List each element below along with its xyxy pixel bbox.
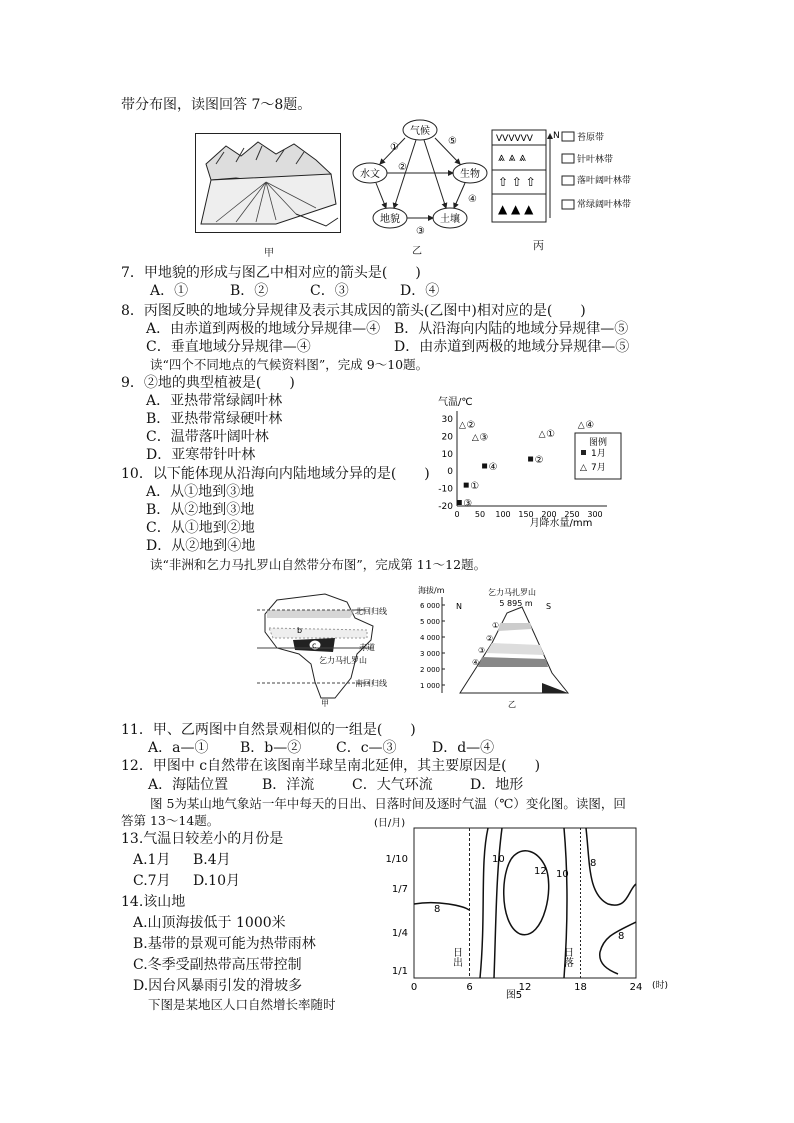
q13-option-b: B.4月 bbox=[193, 852, 231, 868]
svg-text:⇧ ⇧ ⇧: ⇧ ⇧ ⇧ bbox=[498, 175, 536, 189]
belt-conifer: 针叶林带 bbox=[577, 155, 614, 165]
climate-chart bbox=[425, 393, 625, 533]
kili-ytick: 1 000 bbox=[419, 682, 440, 690]
fig5-caption: 图5 bbox=[505, 990, 523, 1001]
q8-option-c: C．垂直地域分异规律—④ bbox=[146, 339, 311, 355]
climate-xtick: 0 bbox=[454, 510, 460, 519]
contour-label-8-left: 8 bbox=[434, 904, 441, 915]
q11-stem: 11．甲、乙两图中自然景观相似的一组是( ) bbox=[121, 722, 416, 738]
climate-point-label: ② bbox=[534, 455, 544, 467]
q12-stem: 12．甲图中 c自然带在该图南半球呈南北延伸，其主要原因是( ) bbox=[121, 758, 541, 774]
alluvial-fan-drawing bbox=[196, 134, 340, 232]
node-qihou: 气候 bbox=[410, 126, 430, 137]
kilimanjaro-profile bbox=[412, 583, 582, 711]
q9-option-c: C．温带落叶阔叶林 bbox=[146, 429, 269, 445]
q10-option-b: B．从②地到③地 bbox=[146, 502, 255, 518]
q10-stem: 10．以下能体现从沿海向内陆地域分异的是( ) bbox=[121, 466, 430, 482]
contour-label-10-left: 10 bbox=[492, 854, 505, 865]
q7-option-b: B．② bbox=[230, 283, 269, 299]
climate-ytick: 10 bbox=[441, 449, 453, 460]
sunrise-label: 日出 bbox=[450, 947, 462, 967]
climate-ytick: 0 bbox=[447, 467, 453, 478]
kili-ytick: 6 000 bbox=[419, 602, 440, 610]
climate-ytick: 20 bbox=[441, 432, 453, 443]
climate-point-jan bbox=[528, 457, 533, 462]
climate-ytick: -10 bbox=[438, 484, 453, 495]
africa-label-b: b bbox=[297, 626, 303, 635]
fig-jia-label: 甲 bbox=[264, 248, 274, 259]
q8-option-d: D．由赤道到两极的地域分异规律—⑤ bbox=[394, 339, 630, 355]
contour-label-8-right: 8 bbox=[590, 858, 597, 869]
q11-option-c: C．c—③ bbox=[336, 740, 397, 756]
legend-jul: 7月 bbox=[591, 463, 606, 473]
q13-option-a: A.1月 bbox=[133, 852, 171, 868]
belt-deciduous: 落叶阔叶林带 bbox=[577, 176, 632, 186]
q12-option-d: D．地形 bbox=[470, 777, 524, 793]
climate-point-jan bbox=[457, 500, 462, 505]
north-tropic-label: 北回归线 bbox=[355, 607, 387, 616]
q13-option-c: C.7月 bbox=[133, 873, 171, 889]
fig5-xtick: 6 bbox=[466, 982, 473, 993]
intro-13-14: 图 5为某山地气象站一年中每天的日出、日落时间及逐时气温（℃）变化图。读图，回 bbox=[150, 796, 626, 811]
equator-label: 赤道 bbox=[359, 643, 375, 652]
climate-ytick: 30 bbox=[441, 415, 453, 425]
kili-map-label: 乞力马扎罗山 bbox=[319, 656, 367, 665]
climate-point-jul: △ bbox=[538, 429, 546, 440]
climate-point-label: ① bbox=[470, 481, 480, 493]
climate-point-label: ③ bbox=[479, 432, 489, 444]
svg-text:⩓ ⩓ ⩓: ⩓ ⩓ ⩓ bbox=[498, 150, 526, 164]
geo-elements-diagram bbox=[350, 118, 490, 240]
q12-option-b: B．洋流 bbox=[262, 777, 315, 793]
kili-ytick: 3 000 bbox=[419, 650, 440, 658]
q11-option-d: D．d—④ bbox=[432, 740, 495, 756]
climate-xtick: 200 bbox=[541, 510, 557, 519]
q13-stem: 13.气温日较差小的月份是 bbox=[121, 831, 284, 847]
node-dimao: 地貌 bbox=[380, 214, 400, 225]
legend-jan: 1月 bbox=[591, 449, 606, 459]
node-turang: 土壤 bbox=[440, 214, 460, 225]
africa-map bbox=[255, 588, 405, 710]
climate-xtick: 100 bbox=[495, 510, 511, 519]
q9-stem: 9．②地的典型植被是( ) bbox=[121, 375, 295, 391]
q7-option-a: A．① bbox=[150, 283, 189, 299]
q9-option-b: B．亚热带常绿硬叶林 bbox=[146, 411, 283, 427]
fig5-xtick: 12 bbox=[518, 982, 532, 993]
intro-11-12: 读“非洲和乞力马扎罗山自然带分布图”，完成第 11～12题。 bbox=[150, 557, 487, 572]
arrow-3-label: ③ bbox=[416, 226, 425, 237]
contour-label-10-right: 10 bbox=[556, 869, 569, 880]
climate-point-label: ② bbox=[466, 420, 476, 432]
kili-s-label: S bbox=[546, 602, 552, 611]
node-shengwu: 生物 bbox=[460, 169, 480, 180]
landform-illustration bbox=[195, 133, 341, 233]
q12-option-a: A．海陆位置 bbox=[148, 777, 229, 793]
arrow-2-label: ② bbox=[398, 162, 407, 173]
q14-option-b: B.基带的景观可能为热带雨林 bbox=[133, 936, 316, 952]
fig5-xtick: 24 bbox=[629, 982, 643, 993]
q10-option-c: C．从①地到②地 bbox=[146, 520, 255, 536]
vegetation-belts-diagram bbox=[490, 128, 640, 226]
climate-xtick: 50 bbox=[474, 510, 486, 519]
climate-xtick: 300 bbox=[587, 510, 603, 519]
climate-point-jan bbox=[482, 463, 487, 468]
q12-option-c: C．大气环流 bbox=[352, 777, 433, 793]
kili-n-label: N bbox=[456, 602, 462, 611]
kili-belt-4: ④ bbox=[472, 658, 480, 667]
kili-ytick: 5 000 bbox=[419, 618, 440, 626]
climate-point-jul: △ bbox=[471, 432, 479, 443]
fig5-xtick: 0 bbox=[410, 982, 418, 993]
climate-legend-title: 图例 bbox=[588, 438, 608, 448]
belt-evergreen: 常绿阔叶林带 bbox=[577, 200, 632, 210]
q13-option-d: D.10月 bbox=[193, 873, 240, 889]
climate-xlabel: 月降水量/mm bbox=[529, 518, 593, 529]
q14-option-d: D.因台风暴雨引发的滑坡多 bbox=[133, 978, 303, 994]
q7-stem: 7．甲地貌的形成与图乙中相对应的箭头是( ) bbox=[121, 265, 421, 281]
fig5-chart bbox=[368, 814, 694, 1004]
q14-option-c: C.冬季受副热带高压带控制 bbox=[133, 957, 302, 973]
climate-point-label: ① bbox=[546, 428, 556, 440]
fig-bing-label: 丙 bbox=[533, 239, 544, 252]
fig5-xtick: 18 bbox=[574, 982, 587, 993]
q10-option-d: D．从②地到④地 bbox=[146, 538, 256, 554]
belt-tundra: 苔原带 bbox=[577, 133, 605, 143]
fig-yi-label: 乙 bbox=[412, 246, 422, 257]
fig5-ytick: 1/7 bbox=[391, 884, 408, 895]
climate-point-jul: △ bbox=[577, 420, 585, 431]
kili-belt-2: ② bbox=[486, 634, 494, 643]
intro-13-14-cont: 答第 13～14题。 bbox=[121, 813, 220, 828]
climate-xtick: 250 bbox=[564, 510, 580, 519]
intro-9-10: 读“四个不同地点的气候资料图”，完成 9～10题。 bbox=[150, 357, 429, 372]
svg-text:▲ ▲ ▲: ▲ ▲ ▲ bbox=[498, 202, 534, 216]
q14-option-a: A.山顶海拔低于 1000米 bbox=[133, 915, 286, 931]
fig5-ytick: 1/10 bbox=[385, 854, 408, 865]
bottom-line: 下图是某地区人口自然增长率随时 bbox=[148, 997, 336, 1012]
climate-xtick: 150 bbox=[518, 510, 534, 519]
north-label: N bbox=[553, 131, 560, 141]
south-tropic-label: 南回归线 bbox=[355, 679, 387, 688]
fig5-ytick: 1/1 bbox=[391, 966, 408, 977]
legend-triangle-icon: △ bbox=[580, 463, 587, 473]
climate-point-jan bbox=[464, 483, 469, 488]
q14-stem: 14.该山地 bbox=[121, 894, 186, 910]
kili-peak-label: 乞力马扎罗山 bbox=[488, 588, 536, 597]
kili-height-label: 5 895 m bbox=[499, 599, 533, 608]
arrow-4-label: ④ bbox=[468, 194, 477, 205]
legend-square-icon bbox=[581, 450, 586, 455]
kili-belt-3: ③ bbox=[478, 646, 486, 655]
q8-stem: 8．丙图反映的地域分异规律及表示其成因的箭头(乙图中)相对应的是( ) bbox=[121, 303, 586, 319]
q8-option-b: B．从沿海向内陆的地域分异规律—⑤ bbox=[394, 321, 629, 337]
climate-point-jul: △ bbox=[459, 420, 466, 431]
fig5-xunit: (时) bbox=[652, 981, 669, 991]
kili-belt-1: ① bbox=[492, 621, 500, 630]
climate-ytick: -20 bbox=[438, 502, 453, 512]
fig5-ytick: 1/4 bbox=[391, 928, 408, 939]
sunset-label: 日落 bbox=[561, 947, 573, 967]
kili-ytick: 2 000 bbox=[419, 666, 440, 674]
climate-ylabel: 气温/℃ bbox=[438, 397, 473, 408]
q7-option-d: D．④ bbox=[400, 283, 440, 299]
q7-option-c: C．③ bbox=[310, 283, 349, 299]
q9-option-a: A．亚热带常绿阔叶林 bbox=[146, 393, 283, 409]
kili-ytick: 4 000 bbox=[419, 634, 440, 642]
climate-point-label: ④ bbox=[488, 461, 498, 473]
arrow-5-label: ⑤ bbox=[448, 136, 457, 147]
q11-option-a: A．a—① bbox=[148, 740, 209, 756]
contour-label-8-lower: 8 bbox=[618, 931, 625, 942]
fig5-ylabel: (日/月) bbox=[374, 818, 406, 829]
africa-jia-label: 甲 bbox=[321, 699, 329, 708]
kili-ylabel: 海拔/m bbox=[418, 586, 445, 595]
q9-option-d: D．亚寒带针叶林 bbox=[146, 447, 256, 463]
q8-option-a: A．由赤道到两极的地域分异规律—④ bbox=[146, 321, 381, 337]
q11-option-b: B．b—② bbox=[240, 740, 302, 756]
node-shuiwen: 水文 bbox=[360, 169, 380, 180]
climate-point-label: ④ bbox=[585, 420, 595, 432]
africa-label-c: c bbox=[312, 641, 317, 650]
climate-point-label: ③ bbox=[463, 498, 473, 510]
intro-line-7-8: 带分布图，读图回答 7～8题。 bbox=[121, 97, 312, 113]
arrow-1-label: ① bbox=[390, 142, 399, 153]
kili-yi-label: 乙 bbox=[508, 700, 516, 709]
svg-text:ᐯᐯᐯᐯᐯᐯ: ᐯᐯᐯᐯᐯᐯ bbox=[496, 134, 533, 144]
contour-label-12: 12 bbox=[534, 866, 547, 877]
q10-option-a: A．从①地到③地 bbox=[146, 484, 255, 500]
